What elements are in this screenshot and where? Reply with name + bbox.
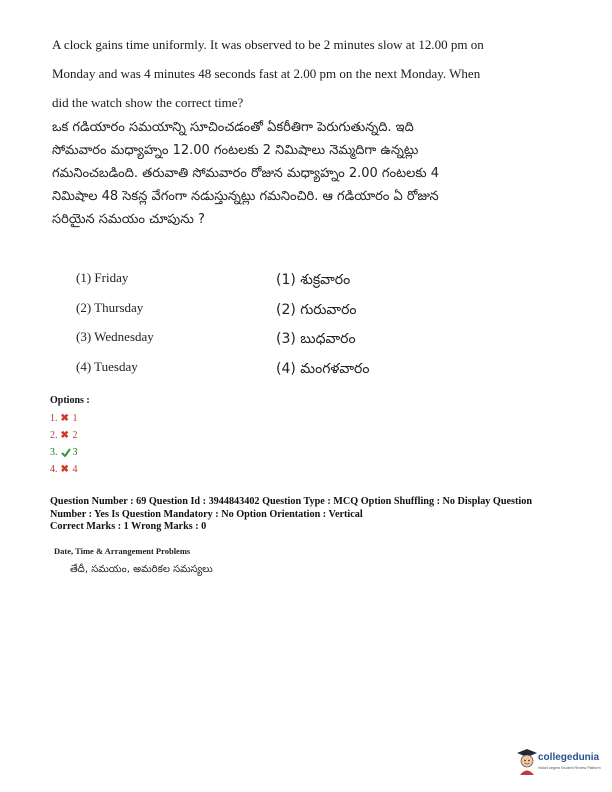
answer-list bbox=[50, 410, 78, 478]
question-telugu-line: ఒక గడియారం సమయాన్ని సూచించడంతో ఏకరీతిగా పెరుగుతున్నది. ఇది bbox=[52, 120, 414, 135]
question-telugu-line: సోమవారం మధ్యాహ్నం 12.00 గంటలకు 2 నిమిషాలు నెమ్మదిగా ఉన్నట్లు bbox=[52, 143, 419, 158]
choices-english bbox=[76, 266, 154, 384]
metadata-line: Correct Marks : 1 Wrong Marks : 0 bbox=[50, 521, 207, 532]
brand-tagline: India's largest Student Review Platform bbox=[538, 766, 601, 770]
answer-value: 3 bbox=[72, 447, 78, 458]
options-heading: Options : bbox=[50, 395, 90, 406]
metadata-line: Question Number : 69 Question Id : 3944843402 Question Type : MCQ Option Shuffling : No Display Question bbox=[50, 496, 532, 507]
answer-number: 1. bbox=[50, 413, 58, 424]
cross-icon: ✖ bbox=[60, 430, 69, 441]
brand-name: collegedunia bbox=[538, 752, 600, 763]
question-telugu-line: గమనించబడింది. తరువాతి సోమవారం రోజున మధ్యాహ్నం 2.00 గంటలకు 4 bbox=[52, 166, 440, 181]
answer-value: 2 bbox=[72, 430, 78, 441]
question-metadata bbox=[50, 496, 590, 534]
question-english bbox=[52, 30, 562, 117]
answer-row-4 bbox=[50, 461, 78, 478]
choice-telugu-3: (3) బుధవారం bbox=[276, 331, 356, 347]
choice-telugu-2: (2) గురువారం bbox=[276, 301, 357, 318]
choice-english-2: (2) Thursday bbox=[76, 299, 144, 315]
question-telugu-line: నిమిషాల 48 సెకన్ల వేగంగా నడుస్తున్నట్లు గమనించిరి. ఆ గడియారం ఏ రోజున bbox=[52, 189, 439, 204]
section-title-english: Date, Time & Arrangement Problems bbox=[54, 546, 191, 556]
choice-english-4: (4) Tuesday bbox=[76, 358, 138, 374]
graduate-mascot-icon bbox=[516, 748, 538, 776]
metadata-line: Number : Yes Is Question Mandatory : No Option Orientation : Vertical bbox=[50, 508, 363, 520]
choice-telugu-4: (4) మంగళవారం bbox=[276, 360, 370, 377]
question-english-line: A clock gains time uniformly. It was observed to be 2 minutes slow at 12.00 pm on bbox=[52, 37, 484, 52]
question-telugu-line: సరియైన సమయం చూపును ? bbox=[52, 212, 205, 227]
answer-number: 4. bbox=[50, 464, 58, 475]
choice-english-1: (1) Friday bbox=[76, 270, 129, 285]
question-english-line: did the watch show the correct time? bbox=[52, 95, 244, 110]
answer-row-3 bbox=[50, 444, 78, 461]
answer-row-1 bbox=[50, 410, 78, 427]
question-telugu bbox=[52, 116, 567, 231]
answer-value: 4 bbox=[72, 464, 78, 475]
answer-row-2 bbox=[50, 427, 78, 444]
answer-number: 2. bbox=[50, 430, 58, 441]
cross-icon: ✖ bbox=[60, 464, 69, 475]
choice-telugu-1: (1) శుక్రవారం bbox=[276, 272, 351, 288]
question-english-line: Monday and was 4 minutes 48 seconds fast at 2.00 pm on the next Monday. When bbox=[52, 66, 481, 81]
choices-telugu bbox=[276, 268, 369, 386]
checkmark-icon bbox=[61, 448, 70, 457]
choice-english-3: (3) Wednesday bbox=[76, 329, 154, 344]
cross-icon: ✖ bbox=[60, 413, 69, 424]
answer-number: 3. bbox=[50, 447, 58, 458]
section-title-telugu: తేదీ, సమయం, అమరికల సమస్యలు bbox=[70, 564, 213, 575]
collegedunia-logo bbox=[516, 748, 608, 784]
answer-value: 1 bbox=[72, 413, 78, 424]
